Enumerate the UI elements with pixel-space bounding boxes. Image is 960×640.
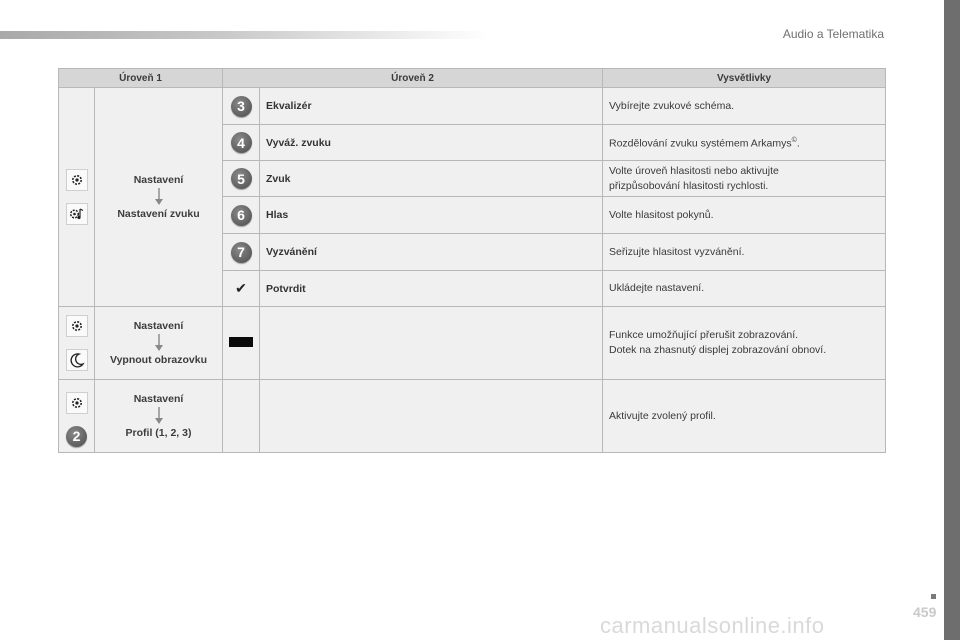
description-end: .	[796, 137, 800, 150]
level1-top-label: Nastavení	[133, 320, 184, 332]
level1-cell-sound	[95, 88, 223, 307]
moon-icon	[66, 349, 88, 371]
icons-cell	[59, 88, 95, 307]
level2-empty-cell	[260, 380, 603, 453]
column-header-explanations: Vysvětlivky	[603, 69, 886, 88]
column-header-level2: Úroveň 2	[223, 69, 603, 88]
badge-6-icon: 6	[231, 205, 252, 226]
settings-table	[58, 68, 886, 453]
level2-label-confirm: Potvrdit	[260, 271, 603, 307]
level1-top-label: Nastavení	[133, 174, 184, 186]
description-line2: Dotek na zhasnutý displej zobrazování obnoví.	[609, 344, 827, 356]
badge-cell	[223, 88, 260, 125]
badge-2-icon: 2	[66, 426, 87, 447]
screen-off-cell	[223, 307, 260, 380]
level2-label-voice: Hlas	[260, 197, 603, 234]
description-cell	[603, 161, 886, 197]
table-row	[59, 307, 886, 380]
arrow-down-icon	[153, 334, 165, 352]
description-line2: přizpůsobování hlasitosti rychlosti.	[609, 179, 769, 192]
level1-cell-screen-off	[95, 307, 223, 380]
icons-cell	[59, 307, 95, 380]
badge-cell	[223, 234, 260, 271]
badge-4-icon: 4	[231, 132, 252, 153]
gear-icon	[66, 392, 88, 414]
description-cell: Seřizujte hlasitost vyzvánění.	[603, 234, 886, 271]
badge-7-icon: 7	[231, 242, 252, 263]
level1-cell-profile	[95, 380, 223, 453]
page-marker	[931, 594, 936, 599]
icons-cell	[59, 380, 95, 453]
level2-label-equalizer: Ekvalizér	[260, 88, 603, 125]
copyright-sup: ©	[791, 137, 797, 145]
description-cell	[603, 307, 886, 380]
badge-cell	[223, 271, 260, 307]
level2-empty-cell	[260, 307, 603, 380]
section-title: Audio a Telematika	[782, 27, 884, 41]
badge-cell	[223, 197, 260, 234]
description-cell: Aktivujte zvolený profil.	[603, 380, 886, 453]
level2-label-sound: Zvuk	[260, 161, 603, 197]
level1-top-label: Nastavení	[133, 393, 184, 405]
table-row	[59, 380, 886, 453]
checkmark-icon: ✔	[235, 280, 247, 296]
gear-music-icon	[66, 203, 88, 225]
description-text: Rozdělování zvuku systémem Arkamys	[609, 137, 792, 150]
arrow-down-icon	[153, 407, 165, 425]
arrow-down-icon	[153, 188, 165, 206]
column-header-level1: Úroveň 1	[59, 69, 223, 88]
level1-bottom-label: Nastavení zvuku	[117, 208, 200, 220]
table-header-row	[59, 69, 886, 88]
gear-icon	[66, 169, 88, 191]
description-cell: Volte hlasitost pokynů.	[603, 197, 886, 234]
description-cell: Ukládejte nastavení.	[603, 271, 886, 307]
watermark: carmanualsonline.info	[600, 613, 825, 638]
page-number: 459	[913, 604, 937, 620]
gear-icon	[66, 315, 88, 337]
description-cell	[603, 125, 886, 161]
page-edge-bar	[944, 0, 960, 640]
level1-bottom-label: Vypnout obrazovku	[109, 354, 208, 366]
black-screen-icon	[229, 337, 253, 347]
empty-cell	[223, 380, 260, 453]
description-cell: Vybírejte zvukové schéma.	[603, 88, 886, 125]
level1-bottom-label: Profil (1, 2, 3)	[125, 427, 192, 439]
description-line1: Funkce umožňující přerušit zobrazování.	[609, 329, 799, 341]
badge-3-icon: 3	[231, 96, 252, 117]
badge-5-icon: 5	[231, 168, 252, 189]
header-decor-bar	[0, 31, 490, 39]
table-row	[59, 88, 886, 125]
badge-cell	[223, 125, 260, 161]
badge-cell	[223, 161, 260, 197]
level2-label-balance: Vyváž. zvuku	[260, 125, 603, 161]
level2-label-ringtone: Vyzvánění	[260, 234, 603, 271]
description-line1: Volte úroveň hlasitosti nebo aktivujte	[609, 164, 779, 177]
